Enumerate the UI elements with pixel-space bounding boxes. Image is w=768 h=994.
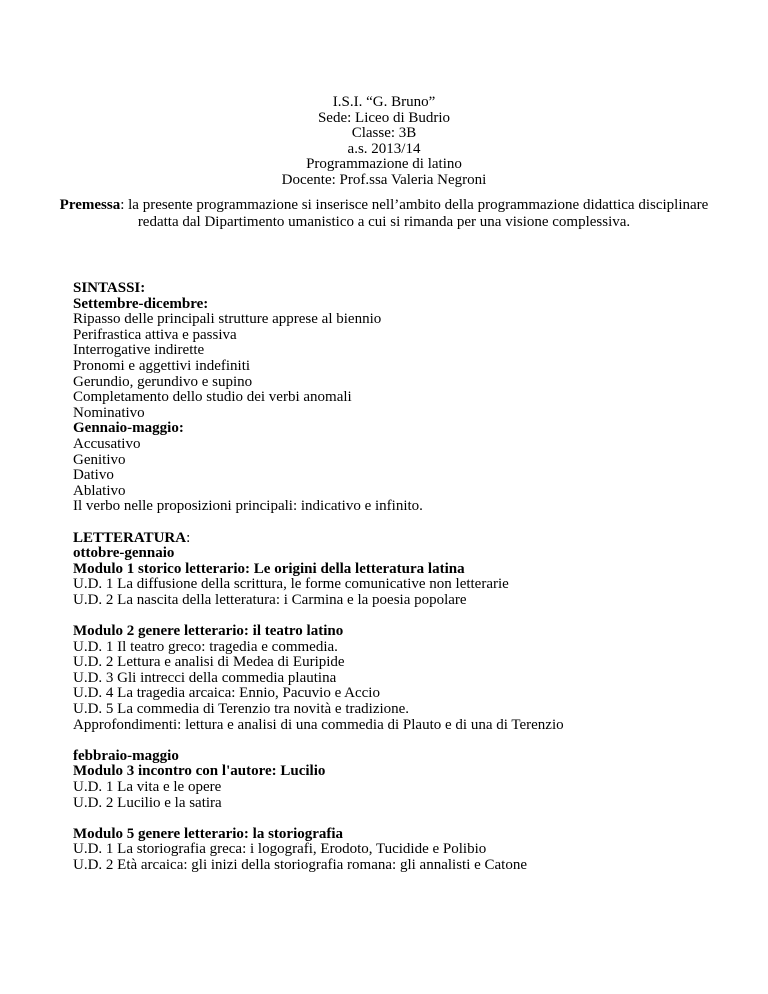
modulo-5-title: Modulo 5 genere letterario: la storiografia	[73, 825, 344, 842]
school-site: Sede: Liceo di Budrio	[317, 109, 451, 126]
modulo-2-item: U.D. 2 Lettura e analisi di Medea di Euripide	[73, 654, 345, 671]
sintassi-item: Ablativo	[73, 482, 126, 499]
modulo-2-title: Modulo 2 genere letterario: il teatro latino	[73, 623, 344, 640]
sintassi-item: Nominativo	[73, 404, 145, 421]
sintassi-item: Gerundio, gerundivo e supino	[73, 373, 253, 390]
sintassi-item: Ripasso delle principali strutture apprese al biennio	[73, 311, 382, 328]
sintassi-item: Dativo	[73, 467, 114, 484]
premessa-paragraph	[40, 197, 728, 231]
letteratura-period-1: ottobre-gennaio	[73, 545, 175, 562]
teacher-name: Docente: Prof.ssa Valeria Negroni	[281, 171, 487, 188]
sintassi-item: Accusativo	[73, 435, 141, 452]
sintassi-item: Il verbo nelle proposizioni principali: indicativo e infinito.	[73, 498, 423, 515]
modulo-1-item: U.D. 1 La diffusione della scrittura, le forme comunicative non letterarie	[73, 576, 509, 593]
modulo-2-item: U.D. 5 La commedia di Terenzio tra novità e tradizione.	[73, 701, 410, 718]
modulo-2-item: U.D. 1 Il teatro greco: tragedia e commedia.	[73, 638, 338, 655]
modulo-5-item: U.D. 2 Età arcaica: gli inizi della storiografia romana: gli annalisti e Catone	[73, 856, 528, 873]
sintassi-item: Completamento dello studio dei verbi anomali	[73, 389, 352, 406]
premessa-label: Premessa	[59, 197, 121, 213]
program-content	[73, 281, 753, 874]
sintassi-item: Perifrastica attiva e passiva	[73, 326, 237, 343]
sintassi-item: Pronomi e aggettivi indefiniti	[73, 357, 251, 374]
letteratura-colon: :	[186, 529, 191, 546]
document-title: Programmazione di latino	[306, 156, 462, 173]
modulo-3-title: Modulo 3 incontro con l'autore: Lucilio	[73, 763, 326, 780]
sintassi-heading: SINTASSI:	[73, 280, 146, 296]
modulo-5-item: U.D. 1 La storiografia greca: i logografi, Erodoto, Tucidide e Polibio	[73, 841, 487, 858]
letteratura-title: LETTERATURA	[73, 529, 187, 546]
modulo-1-item: U.D. 2 La nascita della letteratura: i Carmina e la poesia popolare	[73, 591, 467, 608]
letteratura-period-2: febbraio-maggio	[73, 747, 179, 764]
sintassi-period-1: Settembre-dicembre:	[73, 295, 209, 312]
letteratura-heading	[73, 531, 753, 547]
modulo-1-title: Modulo 1 storico letterario: Le origini della letteratura latina	[73, 560, 465, 577]
school-name: I.S.I. “G. Bruno”	[332, 94, 436, 110]
class-name: Classe: 3B	[351, 125, 417, 142]
sintassi-item: Interrogative indirette	[73, 342, 205, 359]
modulo-2-item: U.D. 3 Gli intrecci della commedia plautina	[73, 669, 337, 686]
premessa-text: : la presente programmazione si inserisce nell’ambito della programmazione didattica disciplinare redatta dal Dipartimento umanistico a cui si rimanda per una visione complessiva.	[120, 197, 709, 230]
modulo-2-item: Approfondimenti: lettura e analisi di una commedia di Plauto e di una di Terenzio	[73, 716, 564, 733]
modulo-3-item: U.D. 1 La vita e le opere	[73, 779, 222, 795]
modulo-2-item: U.D. 4 La tragedia arcaica: Ennio, Pacuvio e Accio	[73, 685, 380, 702]
document-header	[0, 95, 768, 189]
school-year: a.s. 2013/14	[347, 140, 421, 157]
sintassi-item: Genitivo	[73, 451, 126, 468]
sintassi-period-2: Gennaio-maggio:	[73, 420, 184, 437]
modulo-3-item: U.D. 2 Lucilio e la satira	[73, 794, 222, 811]
